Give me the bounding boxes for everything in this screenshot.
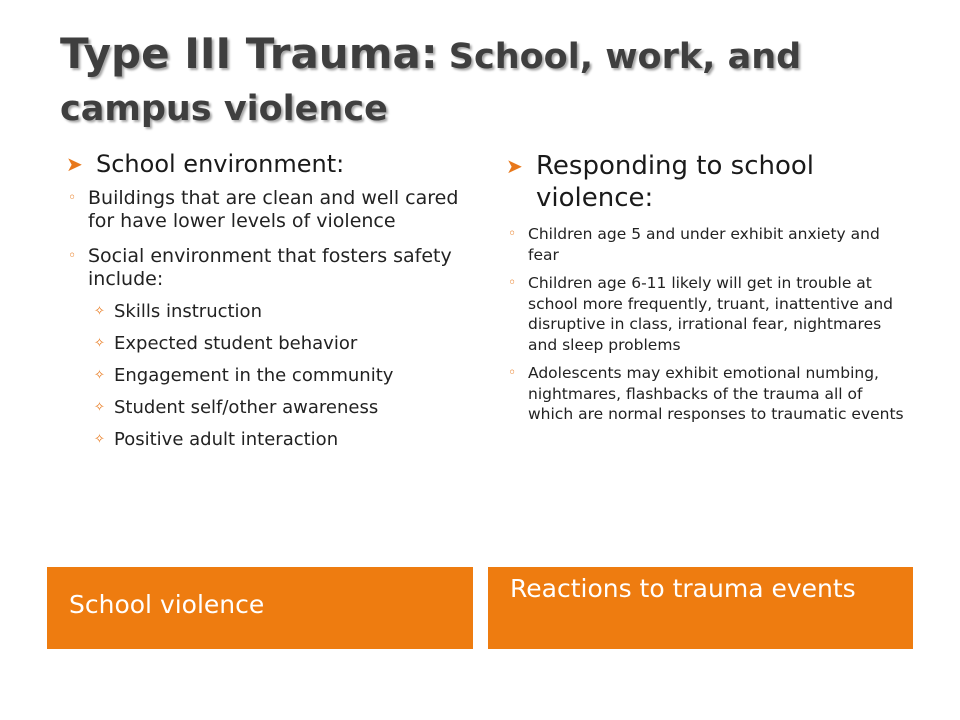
- left-item-text: Social environment that fosters safety include:: [88, 245, 452, 290]
- left-subitem-text: Positive adult interaction: [114, 429, 339, 450]
- circle-bullet-icon: ◦: [508, 226, 517, 242]
- left-subitem-text: Engagement in the community: [114, 365, 394, 386]
- left-subitem-text: Student self/other awareness: [114, 397, 379, 418]
- left-subitem: [60, 429, 470, 451]
- diamond-bullet-icon: ✧: [94, 336, 105, 351]
- school-violence-bar: School violence: [47, 567, 473, 649]
- right-item: [500, 224, 905, 265]
- arrow-bullet-icon: ➤: [506, 154, 523, 178]
- circle-bullet-icon: ◦: [508, 275, 517, 291]
- diamond-bullet-icon: ✧: [94, 400, 105, 415]
- diamond-bullet-icon: ✧: [94, 304, 105, 319]
- left-column: [60, 150, 470, 451]
- circle-bullet-icon: ◦: [68, 190, 77, 206]
- left-item: [60, 245, 470, 291]
- left-subitem: [60, 397, 470, 419]
- slide-title: [60, 28, 930, 135]
- right-item: [500, 363, 905, 425]
- left-subitem: [60, 365, 470, 387]
- left-heading: School environment:: [96, 150, 345, 178]
- circle-bullet-icon: ◦: [508, 365, 517, 381]
- left-subitem: [60, 301, 470, 323]
- right-heading-item: [500, 150, 905, 214]
- circle-bullet-icon: ◦: [68, 248, 77, 264]
- left-subitem-text: Expected student behavior: [114, 333, 358, 354]
- left-item: [60, 187, 470, 233]
- right-heading: Responding to school violence:: [536, 151, 815, 213]
- right-item: [500, 273, 905, 355]
- diamond-bullet-icon: ✧: [94, 432, 105, 447]
- reactions-bar: Reactions to trauma events: [488, 567, 913, 649]
- arrow-bullet-icon: ➤: [66, 152, 83, 176]
- left-item-text: Buildings that are clean and well cared for have lower levels of violence: [88, 187, 459, 232]
- right-item-text: Children age 6-11 likely will get in trouble at school more frequently, truant, inattentive and disruptive in class, irrational fear, nightmares and sleep problems: [528, 274, 894, 354]
- right-item-text: Adolescents may exhibit emotional numbing, nightmares, flashbacks of the trauma all of which are normal responses to traumatic events: [528, 364, 904, 423]
- right-column: [500, 150, 905, 425]
- right-item-text: Children age 5 and under exhibit anxiety and fear: [528, 225, 880, 264]
- left-subitem-text: Skills instruction: [114, 301, 262, 322]
- left-heading-item: [60, 150, 470, 179]
- diamond-bullet-icon: ✧: [94, 368, 105, 383]
- title-sub: School, work, and campus violence: [60, 37, 802, 129]
- title-main: Type III Trauma:: [60, 29, 438, 78]
- left-subitem: [60, 333, 470, 355]
